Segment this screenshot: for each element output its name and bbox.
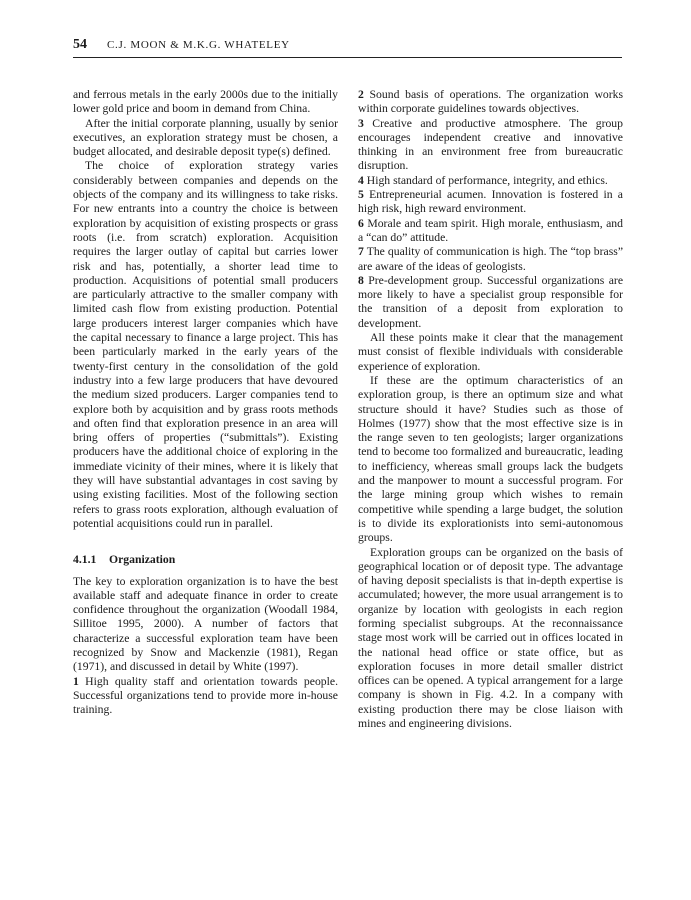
list-item xyxy=(358,274,623,331)
list-item-text: Sound basis of operations. The organization works within corporate guidelines towards objectives. xyxy=(358,88,624,116)
section-title: Organization xyxy=(109,553,176,567)
paragraph: The key to exploration organization is to have the best available staff and adequate finance in order to create confidence throughout the organization (Woodall 1984, Sillitoe 1995, 2000). A number of factors that characterize a successful exploration team have been recognized by Snow and Mackenzie (1981), Regan (1971), and discussed in detail by White (1997). xyxy=(73,574,338,674)
list-item-text: Creative and productive atmosphere. The group encourages independent creative and innovative thinking in an environment free from bureaucratic disruption. xyxy=(358,116,623,173)
page-number: 54 xyxy=(73,37,87,52)
list-item-text: High quality staff and orientation towards people. Successful organizations tend to provide more in-house training. xyxy=(73,674,338,717)
list-item-number: 1 xyxy=(73,674,79,688)
list-item-text: High standard of performance, integrity, and ethics. xyxy=(366,173,608,187)
header-rule xyxy=(73,57,622,58)
list-item-number: 2 xyxy=(358,88,364,101)
paragraph: If these are the optimum characteristics of an exploration group, is there an optimum size and what structure should it have? Studies such as those of Holmes (1977) show that the most effective size is in the range seven to ten geologists; larger organizations tend to become too formalized and bureaucratic, leading to inefficiency, whereas small groups lack the budgets and the manpower to mount a successful program. For the large mining group which wishes to remain competitive while spending a large budget, the solution is to divide its explorationists into semi-autonomous groups. xyxy=(358,373,623,545)
paragraph: After the initial corporate planning, usually by senior executives, an exploration strategy must be chosen, a budget allocated, and desirable deposit type(s) defined. xyxy=(73,116,338,159)
list-item-number: 3 xyxy=(358,116,364,130)
left-column xyxy=(73,88,338,717)
right-column xyxy=(358,88,623,731)
list-item-text: Entrepreneurial acumen. Innovation is fostered in a high risk, high reward environment. xyxy=(358,188,623,216)
list-item-number: 6 xyxy=(358,216,364,230)
section-heading xyxy=(73,553,338,567)
list-item xyxy=(358,174,623,188)
paragraph: All these points make it clear that the management must consist of flexible individuals with considerable experience of exploration. xyxy=(358,331,623,373)
running-header-authors: C.J. MOON & M.K.G. WHATELEY xyxy=(107,39,290,51)
section-number: 4.1.1 xyxy=(73,553,97,567)
list-item-number: 4 xyxy=(358,173,364,187)
list-item-text: Morale and team spirit. High morale, enthusiasm, and a “can do” attitude. xyxy=(358,216,623,244)
list-item xyxy=(358,117,623,174)
paragraph: The choice of exploration strategy varies considerably between companies and depends on the objects of the company and its willingness to take risks. For new entrants into a country the choice is between exploration by acquisition of existing prospects or grass roots (i.e. from scratch) exploration. Acquisition requires the larger outlay of capital but carries lower risk and has, potentially, a shorter lead time to production. Acquisitions of potential small producers are particularly attractive to the smaller company with limited cash flow from existing production. Potential large producers interest larger companies which have the capital necessary to finance a large project. This has been particularly marked in the early years of the twenty-first century in the consolidation of the gold industry into a few large producers that have devoured the medium sized producers. Larger companies tend to explore both by acquisition and by grass roots methods and often find that exploration presence in an area will bring offers of properties (“submittals”). Existing producers have the additional choice of exploring in the immediate vicinity of their mines, where it is likely that they will have substantial advantages in cost saving by using existing facilities. Most of the following section refers to grass roots exploration, although evaluation of potential acquisitions could run in parallel. xyxy=(73,159,338,530)
list-item xyxy=(73,675,338,718)
list-item xyxy=(358,88,623,117)
list-item-number: 8 xyxy=(358,273,364,287)
list-item-number: 7 xyxy=(358,245,364,259)
paragraph: and ferrous metals in the early 2000s due to the initially lower gold price and boom in demand from China. xyxy=(73,88,338,116)
list-item xyxy=(358,217,623,246)
paragraph: Exploration groups can be organized on the basis of geographical location or of deposit type. The advantage of having deposit specialists is that in-depth expertise is accumulated; however, the more usual arrangement is to organize by location with geologists in each region forming specialist subgroups. At the reconnaissance stage most work will be carried out in offices located in the national head office or state office, but as exploration focuses in more detail smaller district offices can be opened. A typical arrangement for a large company is shown in Fig. 4.2. In a company with existing production there may be close liaison with mines and engineering divisions. xyxy=(358,545,623,731)
running-header xyxy=(73,37,620,57)
list-item xyxy=(358,245,623,274)
list-item-text: Pre-development group. Successful organizations are more likely to have a specialist group responsible for the transition of a deposit from exploration to development. xyxy=(358,273,624,330)
list-item xyxy=(358,188,623,217)
list-item-text: The quality of communication is high. The “top brass” are aware of the ideas of geologists. xyxy=(358,245,624,273)
list-item-number: 5 xyxy=(358,188,364,202)
